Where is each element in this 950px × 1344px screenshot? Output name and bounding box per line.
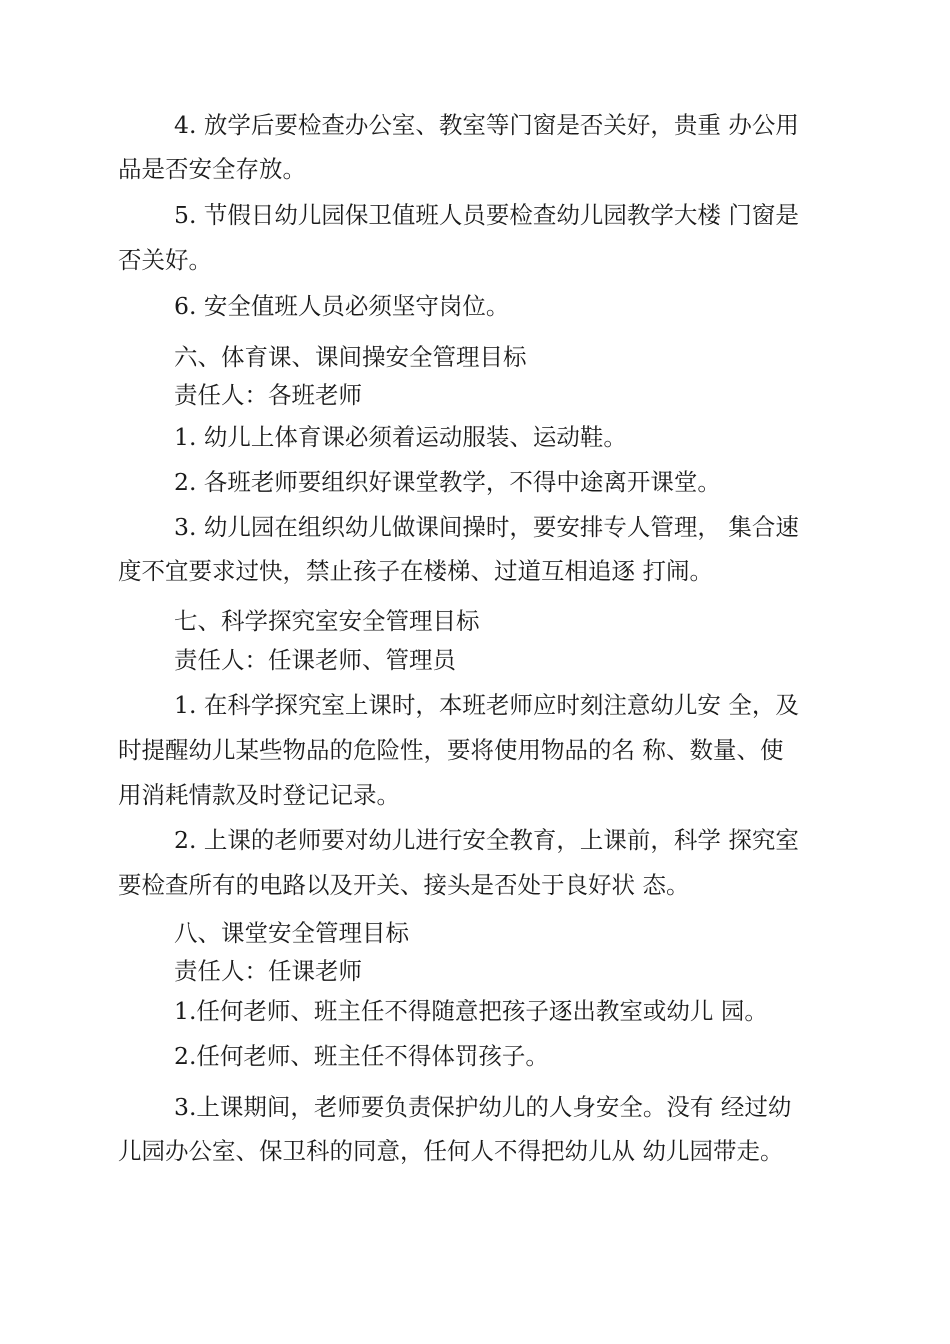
section-8-item-3-line-1: 3.上课期间，老师要负责保护幼儿的人身安全。没有 经过幼 bbox=[174, 1093, 792, 1121]
item-5-line-1: 5. 节假日幼儿园保卫值班人员要检查幼儿园教学大楼 门窗是 bbox=[174, 201, 799, 229]
section-8-item-1: 1.任何老师、班主任不得随意把孩子逐出教室或幼儿 园。 bbox=[174, 997, 768, 1025]
section-8-item-3-line-2: 儿园办公室、保卫科的同意，任何人不得把幼儿从 幼儿园带走。 bbox=[118, 1137, 784, 1165]
item-5-line-2: 否关好。 bbox=[118, 246, 212, 274]
section-7-item-2-line-1: 2. 上课的老师要对幼儿进行安全教育，上课前，科学 探究室 bbox=[174, 826, 799, 854]
section-8-item-2: 2.任何老师、班主任不得体罚孩子。 bbox=[174, 1042, 549, 1070]
section-6-item-2: 2. 各班老师要组织好课堂教学，不得中途离开课堂。 bbox=[174, 468, 721, 496]
section-6-item-1: 1. 幼儿上体育课必须着运动服装、运动鞋。 bbox=[174, 423, 627, 451]
section-7-item-1-line-2: 时提醒幼儿某些物品的危险性，要将使用物品的名 称、数量、使 bbox=[118, 736, 784, 764]
section-7-responsible: 责任人：任课老师、管理员 bbox=[174, 646, 456, 674]
section-7-item-2-line-2: 要检查所有的电路以及开关、接头是否处于良好状 态。 bbox=[118, 871, 690, 899]
item-6-line-1: 6. 安全值班人员必须坚守岗位。 bbox=[174, 292, 510, 320]
section-6-item-3-line-2: 度不宜要求过快，禁止孩子在楼梯、过道互相追逐 打闹。 bbox=[118, 557, 713, 585]
section-6-item-3-line-1: 3. 幼儿园在组织幼儿做课间操时，要安排专人管理， 集合速 bbox=[174, 513, 799, 541]
section-7-item-1-line-1: 1. 在科学探究室上课时，本班老师应时刻注意幼儿安 全，及 bbox=[174, 691, 799, 719]
section-8-responsible: 责任人：任课老师 bbox=[174, 957, 362, 985]
item-4-line-1: 4. 放学后要检查办公室、教室等门窗是否关好，贵重 办公用 bbox=[174, 111, 799, 139]
item-4-line-2: 品是否安全存放。 bbox=[118, 155, 306, 183]
section-7-title: 七、科学探究室安全管理目标 bbox=[174, 607, 480, 635]
section-6-title: 六、体育课、课间操安全管理目标 bbox=[174, 343, 527, 371]
section-7-item-1-line-3: 用消耗情款及时登记记录。 bbox=[118, 781, 400, 809]
section-6-responsible: 责任人：各班老师 bbox=[174, 381, 362, 409]
section-8-title: 八、课堂安全管理目标 bbox=[174, 919, 409, 947]
